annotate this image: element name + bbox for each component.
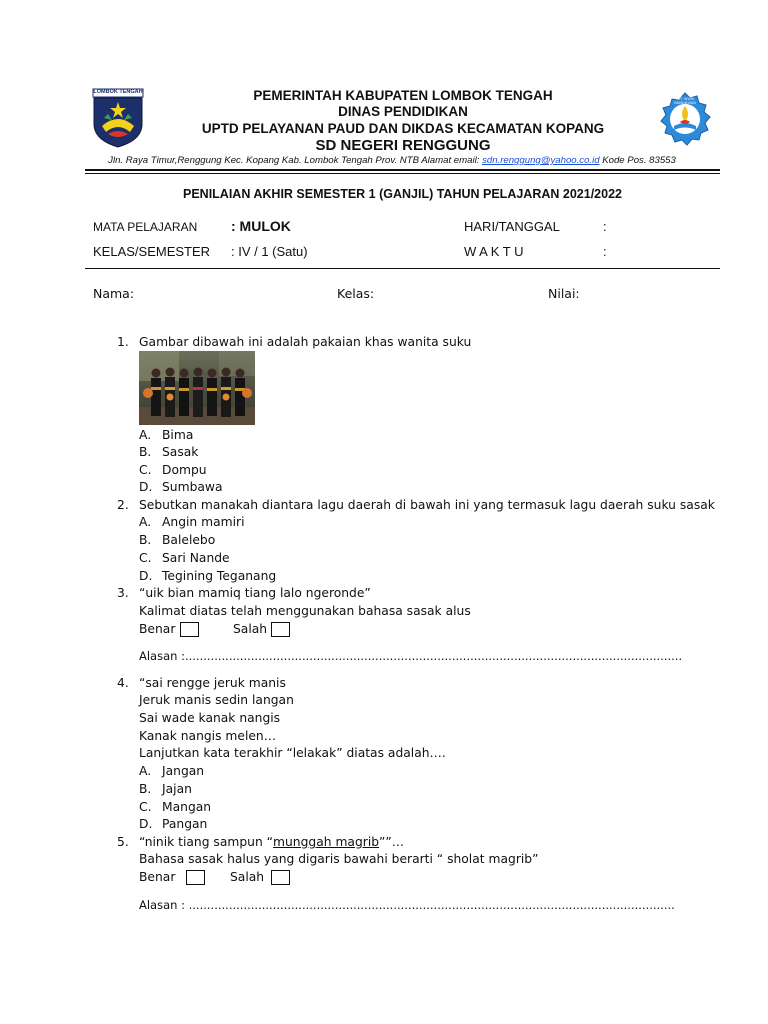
q4-option-b-text: Jajan: [162, 782, 192, 796]
district-logo-label: LOMBOK TENGAH: [93, 89, 143, 95]
question-3-line-2: Kalimat diatas telah menggunakan bahasa sasak alus: [139, 604, 471, 618]
header-school-name: SD NEGERI RENGGUNG: [315, 137, 491, 154]
q2-option-c-text: Sari Nande: [162, 551, 230, 565]
q5-salah-label: Salah: [230, 870, 265, 884]
q4-option-b-letter: B.: [139, 782, 152, 796]
class-semester-value: : IV / 1 (Satu): [231, 244, 308, 259]
question-1-photo: [139, 351, 255, 425]
question-5-line-1-end: ””…: [379, 835, 405, 849]
q2-option-a-letter: A.: [139, 515, 152, 529]
question-4-line-4: Kanak nangis melen…: [139, 729, 277, 743]
header-address: [92, 155, 692, 166]
q1-option-b-letter: B.: [139, 445, 152, 459]
question-2-text: Sebutkan manakah diantara lagu daerah di bawah ini yang termasuk lagu daerah suku sasak: [139, 498, 715, 512]
q2-option-d-text: Tegining Teganang: [162, 569, 277, 583]
q5-reason-line[interactable]: Alasan : .....................................................................................................................................: [139, 898, 675, 912]
question-4-line-5: Lanjutkan kata terakhir “lelakak” diatas adalah….: [139, 746, 446, 760]
info-divider: [85, 268, 720, 269]
q3-benar-label: Benar: [139, 622, 176, 636]
question-2-number: 2.: [117, 498, 129, 512]
q1-option-d-letter: D.: [139, 480, 153, 494]
header-unit: UPTD PELAYANAN PAUD DAN DIKDAS KECAMATAN KOPANG: [201, 121, 605, 136]
q1-option-a-text: Bima: [162, 428, 194, 442]
day-date-colon: :: [603, 219, 607, 234]
q4-option-c-text: Mangan: [162, 800, 212, 814]
q2-option-a-text: Angin mamiri: [162, 515, 245, 529]
q1-option-b-text: Sasak: [162, 445, 199, 459]
q4-option-d-letter: D.: [139, 817, 153, 831]
district-shield-icon: [92, 88, 144, 148]
question-1-text: Gambar dibawah ini adalah pakaian khas wanita suku: [139, 335, 472, 349]
q1-option-c-letter: C.: [139, 463, 152, 477]
q4-option-d-text: Pangan: [162, 817, 208, 831]
q3-reason-line[interactable]: Alasan :........................................................................................................................................: [139, 649, 683, 663]
header-department: DINAS PENDIDIKAN: [338, 104, 468, 119]
question-5-line-2: Bahasa sasak halus yang digaris bawahi berarti “ sholat magrib”: [139, 852, 539, 866]
question-1-number: 1.: [117, 335, 129, 349]
q2-option-b-letter: B.: [139, 533, 152, 547]
class-semester-label: KELAS/SEMESTER: [93, 244, 211, 259]
question-5-line-1: [139, 835, 404, 849]
q1-option-a-letter: A.: [139, 428, 152, 442]
question-5-number: 5.: [117, 835, 129, 849]
day-date-label: HARI/TANGGAL: [464, 219, 560, 234]
q1-option-d-text: Sumbawa: [162, 480, 223, 494]
student-score-label: Nilai:: [548, 286, 580, 301]
student-class-label: Kelas:: [337, 286, 375, 301]
header-government: PEMERINTAH KABUPATEN LOMBOK TENGAH: [253, 88, 553, 103]
q4-option-c-letter: C.: [139, 800, 152, 814]
student-name-label: Nama:: [93, 286, 135, 301]
school-email-link[interactable]: sdn.renggung@yahoo.co.id: [482, 155, 600, 166]
q3-salah-label: Salah: [233, 622, 268, 636]
q2-option-d-letter: D.: [139, 569, 153, 583]
postal-code-text: Kode Pos. 83553: [599, 155, 676, 166]
q2-option-c-letter: C.: [139, 551, 152, 565]
time-label: W A K T U: [464, 244, 524, 259]
q2-option-b-text: Balelebo: [162, 533, 216, 547]
district-logo: [92, 88, 144, 148]
traditional-dress-photo-icon: [139, 351, 255, 425]
tut-wuri-logo: [658, 92, 712, 146]
q3-benar-checkbox[interactable]: [180, 622, 199, 637]
time-colon: :: [603, 244, 607, 259]
q5-salah-checkbox[interactable]: [271, 870, 290, 885]
header-divider-thin: [85, 173, 720, 174]
question-4-line-1: “sai rengge jeruk manis: [139, 676, 286, 690]
q5-benar-label: Benar: [139, 870, 176, 884]
question-4-line-3: Sai wade kanak nangis: [139, 711, 281, 725]
question-4-line-2: Jeruk manis sedin langan: [139, 693, 294, 707]
q1-option-c-text: Dompu: [162, 463, 207, 477]
subject-value: : MULOK: [231, 218, 291, 234]
subject-label: MATA PELAJARAN: [93, 220, 198, 234]
question-3-line-1: “uik bian mamiq tiang lalo ngeronde”: [139, 586, 371, 600]
q5-benar-checkbox[interactable]: [186, 870, 205, 885]
q3-salah-checkbox[interactable]: [271, 622, 290, 637]
question-3-number: 3.: [117, 586, 129, 600]
header-divider-thick: [85, 169, 720, 171]
tut-wuri-label: TUT WURI HANDAYANI: [673, 97, 697, 105]
question-4-number: 4.: [117, 676, 129, 690]
exam-title: PENILAIAN AKHIR SEMESTER 1 (GANJIL) TAHUN PELAJARAN 2021/2022: [183, 187, 622, 201]
q4-option-a-letter: A.: [139, 764, 152, 778]
question-5-line-1-start: “ninik tiang sampun “: [139, 835, 274, 849]
address-text: Jln. Raya Timur,Renggung Kec. Kopang Kab. Lombok Tengah Prov. NTB Alamat email:: [108, 155, 483, 166]
q4-option-a-text: Jangan: [162, 764, 205, 778]
question-5-underlined-phrase: munggah magrib: [273, 835, 380, 849]
